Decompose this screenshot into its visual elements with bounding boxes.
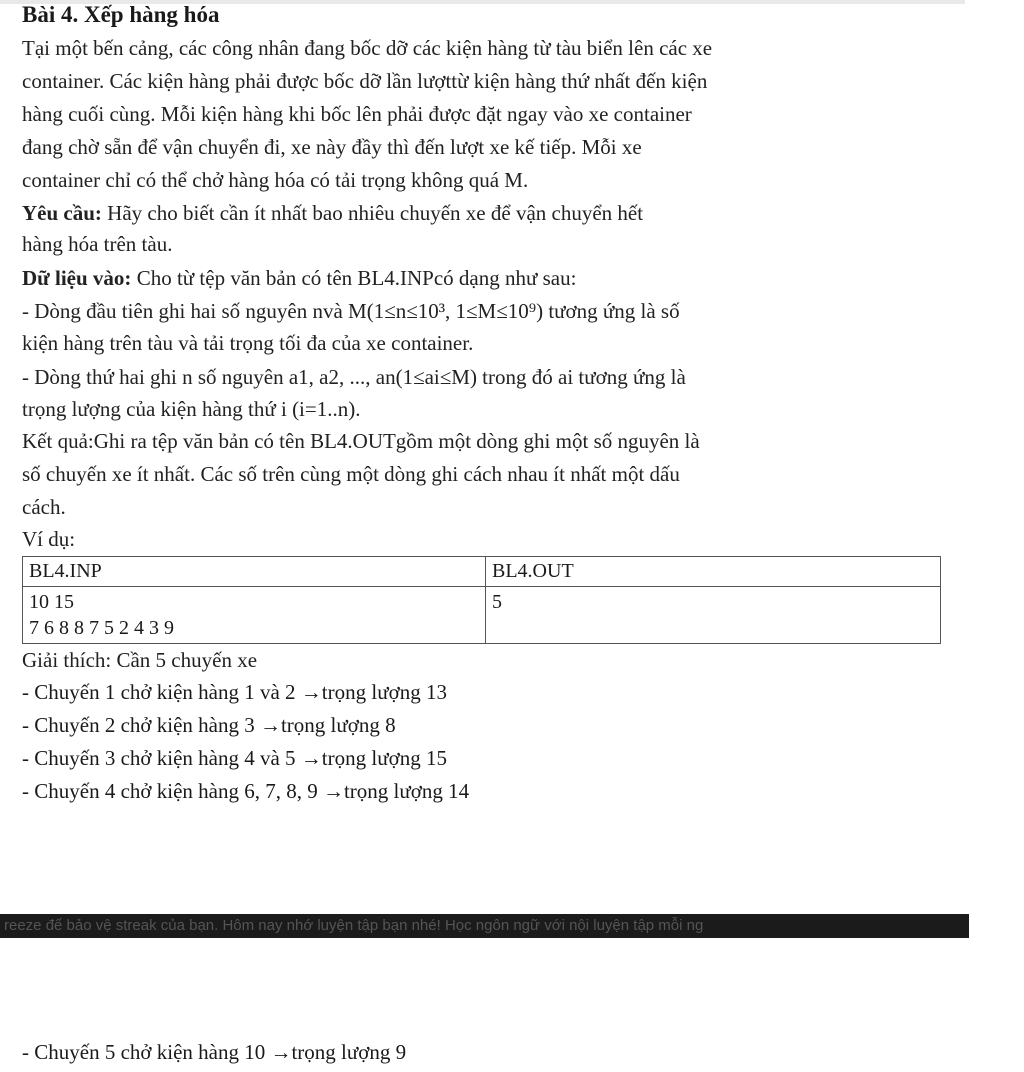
table-row (23, 587, 941, 644)
trip-4: - Chuyến 4 chở kiện hàng 6, 7, 8, 9 →trọng lượng 14 (22, 779, 470, 803)
requirement-line-2: hàng hóa trên tàu. (22, 232, 173, 256)
explanation: Giải thích: Cần 5 chuyến xe (22, 648, 258, 672)
intro-line-4: đang chờ sẵn để vận chuyển đi, xe này đầy thì đến lượt xe kế tiếp. Mỗi xe (22, 135, 642, 159)
requirement-label: Yêu cầu: (22, 201, 102, 225)
input-text: Cho từ tệp văn bản có tên BL4.INPcó dạng như sau: (131, 266, 577, 290)
table-input-cell (23, 587, 486, 644)
input-sample-line-2: 7 6 8 8 7 5 2 4 3 9 (29, 617, 174, 639)
table-output-cell: 5 (486, 587, 941, 644)
intro-line-1: Tại một bến cảng, các công nhân đang bốc dỡ các kiện hàng từ tàu biển lên các xe (22, 36, 713, 60)
requirement-line (22, 197, 643, 230)
requirement-text: Hãy cho biết cần ít nhất bao nhiêu chuyến xe để vận chuyển hết (101, 201, 644, 225)
trip-1: - Chuyến 1 chở kiện hàng 1 và 2 →trọng lượng 13 (22, 680, 447, 704)
output-line-2: số chuyến xe ít nhất. Các số trên cùng một dòng ghi cách nhau ít nhất một dấu (22, 462, 680, 486)
trip-3: - Chuyến 3 chở kiện hàng 4 và 5 →trọng lượng 15 (22, 746, 447, 770)
table-header-input: BL4.INP (23, 557, 486, 587)
input-label: Dữ liệu vào: (22, 266, 132, 290)
intro-line-3: hàng cuối cùng. Mỗi kiện hàng khi bốc lên phải được đặt ngay vào xe container (22, 102, 692, 126)
example-table (22, 556, 941, 644)
input-line-1: - Dòng đầu tiên ghi hai số nguyên nvà M(1≤n≤10³, 1≤M≤10⁹) tương ứng là số (22, 299, 680, 323)
table-header-row (23, 557, 941, 587)
problem-title: Bài 4. Xếp hàng hóa (22, 2, 220, 27)
example-label: Ví dụ: (22, 527, 76, 551)
input-sample-line-1: 10 15 (29, 591, 74, 613)
input-line-2: kiện hàng trên tàu và tải trọng tối đa của xe container. (22, 331, 474, 355)
trip-2: - Chuyến 2 chở kiện hàng 3 →trọng lượng 8 (22, 713, 396, 737)
input-line-3: - Dòng thứ hai ghi n số nguyên a1, a2, ..., an(1≤ai≤M) trong đó ai tương ứng là (22, 365, 686, 389)
output-line-1: Kết quả:Ghi ra tệp văn bản có tên BL4.OUTgồm một dòng ghi một số nguyên là (22, 429, 700, 453)
output-line-3: cách. (22, 495, 66, 519)
intro-line-5: container chỉ có thể chở hàng hóa có tải trọng không quá M. (22, 168, 529, 192)
input-heading (22, 262, 576, 295)
right-gutter (965, 0, 1024, 1072)
input-line-4: trọng lượng của kiện hàng thứ i (i=1..n). (22, 397, 361, 421)
notification-strip: reeze để bảo vệ streak của bạn. Hôm nay nhớ luyện tập bạn nhé! Học ngôn ngữ với nội luyện tập mỗi ng (0, 914, 969, 938)
table-header-output: BL4.OUT (486, 557, 941, 587)
trip-5: - Chuyến 5 chở kiện hàng 10 →trọng lượng 9 (22, 1040, 407, 1064)
intro-line-2: container. Các kiện hàng phải được bốc dỡ lần lượttừ kiện hàng thứ nhất đến kiện (22, 69, 708, 93)
